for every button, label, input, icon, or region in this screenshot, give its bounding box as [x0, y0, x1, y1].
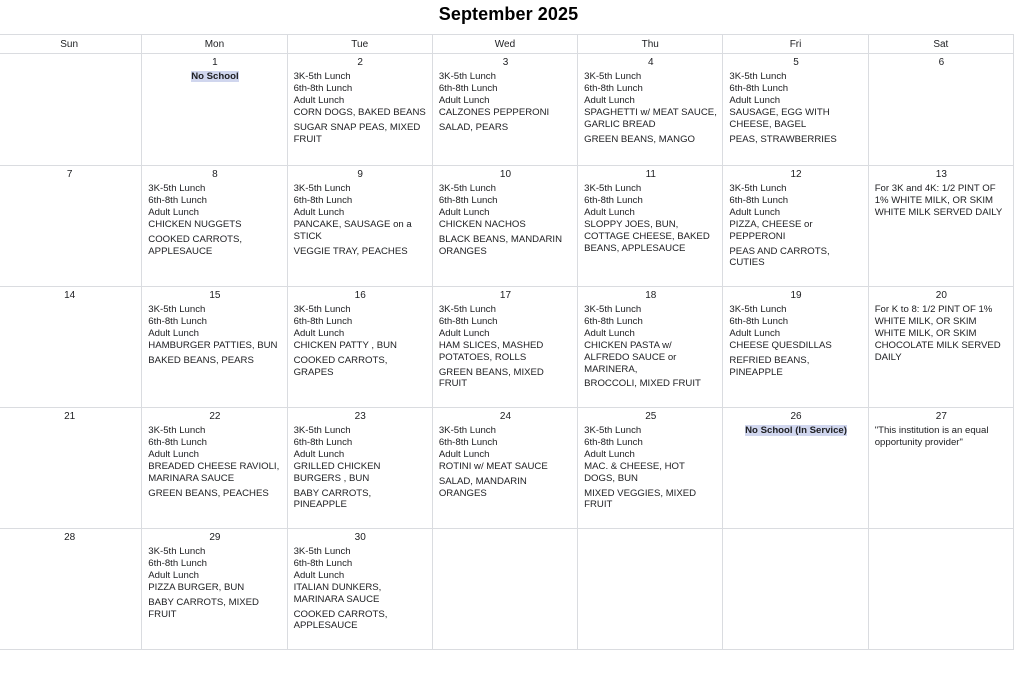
weekday-header: Wed: [432, 35, 577, 54]
lunch-group-label: 6th-8th Lunch: [148, 557, 207, 569]
no-school-note: [729, 425, 862, 437]
menu-line: COOKED CARROTS, GRAPES: [293, 354, 388, 378]
day-number: 2: [357, 57, 363, 68]
lunch-group-label: Adult Lunch: [729, 327, 781, 339]
lunch-group-label: Adult Lunch: [148, 448, 199, 460]
day-number: 5: [793, 57, 799, 68]
menu-line: GREEN BEANS, MIXED FRUIT: [438, 366, 544, 390]
day-cell[interactable]: [432, 408, 577, 529]
day-cell[interactable]: [578, 54, 723, 166]
lunch-group-label: 6th-8th Lunch: [438, 436, 498, 448]
lunch-group-label: Adult Lunch: [148, 327, 199, 339]
lunch-group-label: 6th-8th Lunch: [148, 194, 207, 206]
lunch-group-label: 6th-8th Lunch: [584, 82, 643, 94]
day-cell[interactable]: [723, 529, 868, 650]
menu-line: CHEESE QUESDILLAS: [729, 339, 832, 351]
menu-line: COOKED CARROTS, APPLESAUCE: [148, 233, 243, 257]
menu-line: SAUSAGE, EGG WITH CHEESE, BAGEL: [729, 106, 830, 130]
menu-line: MIXED VEGGIES, MIXED FRUIT: [584, 487, 697, 511]
week-row: [0, 54, 1014, 166]
calendar-title: September 2025: [438, 4, 579, 24]
week-row: [0, 529, 1014, 650]
menu-line: HAMBURGER PATTIES, BUN: [148, 339, 278, 351]
lunch-group-label: Adult Lunch: [293, 94, 345, 106]
day-cell[interactable]: [287, 408, 432, 529]
lunch-group-label: 3K-5th Lunch: [584, 304, 642, 315]
day-number: 22: [209, 411, 221, 422]
weekday-header: Sun: [0, 35, 142, 54]
lunch-group-label: 3K-5th Lunch: [729, 304, 787, 315]
lunch-group-label: Adult Lunch: [148, 206, 199, 218]
week-row: [0, 166, 1014, 287]
day-number: 15: [209, 290, 221, 301]
day-cell[interactable]: [723, 408, 868, 529]
weekday-header: Thu: [578, 35, 723, 54]
lunch-group-label: 3K-5th Lunch: [438, 71, 496, 82]
day-number: 12: [790, 169, 802, 180]
weekday-header: Fri: [723, 35, 868, 54]
menu-line: CHICKEN NUGGETS: [148, 218, 242, 230]
lunch-group-label: Adult Lunch: [293, 327, 345, 339]
no-school-note: [148, 71, 281, 83]
lunch-group-label: Adult Lunch: [293, 206, 345, 218]
lunch-group-label: 3K-5th Lunch: [584, 71, 642, 82]
lunch-group-label: 6th-8th Lunch: [438, 82, 498, 94]
day-cell[interactable]: [723, 54, 868, 166]
menu-line: CALZONES PEPPERONI: [438, 106, 550, 118]
menu-line: SALAD, MANDARIN ORANGES: [438, 475, 527, 499]
day-number: 14: [64, 290, 76, 301]
day-number: 25: [645, 411, 657, 422]
day-cell[interactable]: [578, 166, 723, 287]
lunch-group-label: 3K-5th Lunch: [438, 304, 496, 315]
menu-line: ROTINI w/ MEAT SAUCE: [438, 460, 548, 472]
lunch-group-label: Adult Lunch: [438, 94, 490, 106]
menu-line: BROCCOLI, MIXED FRUIT: [584, 378, 701, 390]
menu-line: PIZZA, CHEESE or PEPPERONI: [729, 218, 813, 242]
week-row: [0, 287, 1014, 408]
lunch-group-label: For K to 8: 1/2 PINT OF 1% WHITE MILK, OR SKIM WHITE MILK, OR SKIM CHOCOLATE MILK SERVED DAILY: [874, 304, 1001, 363]
menu-line: HAM SLICES, MASHED POTATOES, ROLLS: [438, 339, 544, 363]
day-number: 8: [212, 169, 218, 180]
day-cell[interactable]: [723, 166, 868, 287]
lunch-group-label: 3K-5th Lunch: [584, 183, 642, 194]
menu-line: MAC. & CHEESE, HOT DOGS, BUN: [584, 460, 685, 484]
lunch-group-label: Adult Lunch: [438, 206, 490, 218]
lunch-group-label: 6th-8th Lunch: [729, 194, 789, 206]
lunch-group-label: Adult Lunch: [729, 94, 781, 106]
menu-line: SLOPPY JOES, BUN, COTTAGE CHEESE, BAKED BEANS, APPLESAUCE: [584, 218, 710, 254]
lunch-group-label: Adult Lunch: [293, 569, 345, 581]
menu-line: SPAGHETTI w/ MEAT SAUCE, GARLIC BREAD: [584, 106, 717, 130]
day-cell[interactable]: [868, 529, 1013, 650]
day-cell[interactable]: [142, 287, 287, 408]
lunch-group-label: 6th-8th Lunch: [729, 315, 789, 327]
menu-line: CHICKEN PASTA w/ ALFREDO SAUCE or MARINERA,: [584, 339, 677, 375]
lunch-group-label: 6th-8th Lunch: [293, 82, 353, 94]
lunch-group-label: 6th-8th Lunch: [584, 194, 643, 206]
day-cell[interactable]: [723, 287, 868, 408]
week-row: [0, 408, 1014, 529]
lunch-group-label: Adult Lunch: [729, 206, 781, 218]
lunch-group-label: 6th-8th Lunch: [293, 557, 353, 569]
day-number: 18: [645, 290, 657, 301]
menu-line: SALAD, PEARS: [438, 121, 509, 133]
day-cell[interactable]: [287, 166, 432, 287]
lunch-group-label: 6th-8th Lunch: [293, 315, 353, 327]
day-number: 23: [354, 411, 366, 422]
day-cell[interactable]: [432, 54, 577, 166]
day-number: 27: [935, 411, 947, 422]
lunch-group-label: 6th-8th Lunch: [293, 194, 353, 206]
day-number: 26: [790, 411, 802, 422]
weekday-header: Tue: [287, 35, 432, 54]
lunch-group-label: 6th-8th Lunch: [293, 436, 353, 448]
day-number: 19: [790, 290, 802, 301]
day-cell[interactable]: [432, 287, 577, 408]
lunch-group-label: Adult Lunch: [148, 569, 199, 581]
lunch-group-label: 3K-5th Lunch: [438, 183, 496, 194]
menu-line: CORN DOGS, BAKED BEANS: [293, 106, 426, 118]
day-number: 21: [64, 411, 76, 422]
menu-line: CHICKEN PATTY , BUN: [293, 339, 397, 351]
lunch-group-label: 6th-8th Lunch: [729, 82, 789, 94]
day-number: 16: [354, 290, 366, 301]
lunch-group-label: 6th-8th Lunch: [584, 436, 643, 448]
menu-line: ITALIAN DUNKERS, MARINARA SAUCE: [293, 581, 382, 605]
day-cell[interactable]: [287, 287, 432, 408]
menu-line: GRILLED CHICKEN BURGERS , BUN: [293, 460, 381, 484]
lunch-group-label: 6th-8th Lunch: [584, 315, 643, 327]
day-number: 6: [938, 57, 945, 68]
lunch-group-label: 3K-5th Lunch: [584, 425, 642, 436]
day-cell[interactable]: [868, 166, 1013, 287]
lunch-group-label: Adult Lunch: [584, 94, 635, 106]
day-number: 7: [66, 169, 73, 180]
menu-line: VEGGIE TRAY, PEACHES: [293, 245, 408, 257]
menu-line: BLACK BEANS, MANDARIN ORANGES: [438, 233, 562, 257]
menu-line: REFRIED BEANS, PINEAPPLE: [729, 354, 810, 378]
day-cell[interactable]: [0, 529, 142, 650]
highlighted-text: No School: [191, 71, 239, 82]
day-cell[interactable]: [432, 166, 577, 287]
lunch-group-label: 3K-5th Lunch: [729, 183, 787, 194]
lunch-group-label: 6th-8th Lunch: [438, 194, 498, 206]
menu-line: BABY CARROTS, MIXED FRUIT: [148, 596, 259, 620]
lunch-group-label: Adult Lunch: [584, 206, 635, 218]
lunch-group-label: 3K-5th Lunch: [293, 71, 351, 82]
day-number: 28: [64, 532, 76, 543]
day-cell[interactable]: [0, 54, 142, 166]
lunch-group-label: 3K-5th Lunch: [148, 183, 206, 194]
lunch-group-label: 3K-5th Lunch: [148, 546, 206, 557]
lunch-group-label: 6th-8th Lunch: [148, 315, 207, 327]
day-number: 1: [212, 57, 218, 68]
calendar-grid: [0, 34, 1014, 650]
lunch-group-label: "This institution is an equal opportunity provider": [874, 425, 989, 448]
menu-line: BAKED BEANS, PEARS: [148, 354, 254, 366]
day-number: 9: [357, 169, 363, 180]
lunch-group-label: 3K-5th Lunch: [293, 304, 351, 315]
menu-line: COOKED CARROTS, APPLESAUCE: [293, 608, 388, 632]
menu-line: BABY CARROTS, PINEAPPLE: [293, 487, 372, 511]
lunch-group-label: Adult Lunch: [438, 327, 490, 339]
lunch-group-label: Adult Lunch: [438, 448, 490, 460]
day-number: 13: [935, 169, 947, 180]
lunch-group-label: 3K-5th Lunch: [293, 425, 351, 436]
lunch-group-label: Adult Lunch: [584, 327, 635, 339]
day-cell[interactable]: [0, 287, 142, 408]
day-number: 11: [645, 169, 656, 180]
day-cell[interactable]: [868, 408, 1013, 529]
lunch-group-label: 6th-8th Lunch: [438, 315, 498, 327]
menu-line: PEAS, STRAWBERRIES: [729, 133, 837, 145]
weekday-header: Mon: [142, 35, 287, 54]
lunch-group-label: 3K-5th Lunch: [148, 304, 206, 315]
day-cell[interactable]: [287, 54, 432, 166]
weekday-header-row: [0, 35, 1014, 54]
day-number: 20: [935, 290, 947, 301]
weekday-header: Sat: [868, 35, 1013, 54]
day-cell[interactable]: [0, 166, 142, 287]
lunch-group-label: 3K-5th Lunch: [438, 425, 496, 436]
menu-line: SUGAR SNAP PEAS, MIXED FRUIT: [293, 121, 421, 145]
day-number: 29: [209, 532, 221, 543]
lunch-group-label: Adult Lunch: [293, 448, 345, 460]
menu-line: GREEN BEANS, PEACHES: [148, 487, 269, 499]
lunch-group-label: 3K-5th Lunch: [148, 425, 206, 436]
highlighted-text: No School (In Service): [745, 425, 847, 436]
day-cell[interactable]: [868, 287, 1013, 408]
day-cell[interactable]: [432, 529, 577, 650]
menu-line: PEAS AND CARROTS, CUTIES: [729, 245, 830, 269]
menu-line: PANCAKE, SAUSAGE on a STICK: [293, 218, 412, 242]
day-cell[interactable]: [578, 529, 723, 650]
day-cell[interactable]: [287, 529, 432, 650]
lunch-group-label: 3K-5th Lunch: [729, 71, 787, 82]
day-cell[interactable]: [142, 408, 287, 529]
day-number: 10: [499, 169, 512, 180]
menu-line: BREADED CHEESE RAVIOLI, MARINARA SAUCE: [148, 460, 280, 484]
menu-line: PIZZA BURGER, BUN: [148, 581, 245, 593]
lunch-group-label: Adult Lunch: [584, 448, 635, 460]
day-cell[interactable]: [868, 54, 1013, 166]
lunch-group-label: 3K-5th Lunch: [293, 183, 351, 194]
day-number: 4: [647, 57, 654, 68]
day-number: 17: [499, 290, 512, 301]
day-number: 30: [354, 532, 366, 543]
lunch-group-label: 6th-8th Lunch: [148, 436, 207, 448]
day-cell[interactable]: [578, 408, 723, 529]
menu-line: CHICKEN NACHOS: [438, 218, 526, 230]
day-cell[interactable]: [142, 529, 287, 650]
day-cell[interactable]: [0, 408, 142, 529]
lunch-group-label: For 3K and 4K: 1/2 PINT OF 1% WHITE MILK, OR SKIM WHITE MILK SERVED DAILY: [874, 183, 1003, 218]
lunch-group-label: 3K-5th Lunch: [293, 546, 351, 557]
day-cell[interactable]: [142, 54, 287, 166]
day-number: 3: [502, 57, 509, 68]
day-cell[interactable]: [578, 287, 723, 408]
menu-line: GREEN BEANS, MANGO: [584, 133, 696, 145]
day-cell[interactable]: [142, 166, 287, 287]
day-number: 24: [499, 411, 512, 422]
